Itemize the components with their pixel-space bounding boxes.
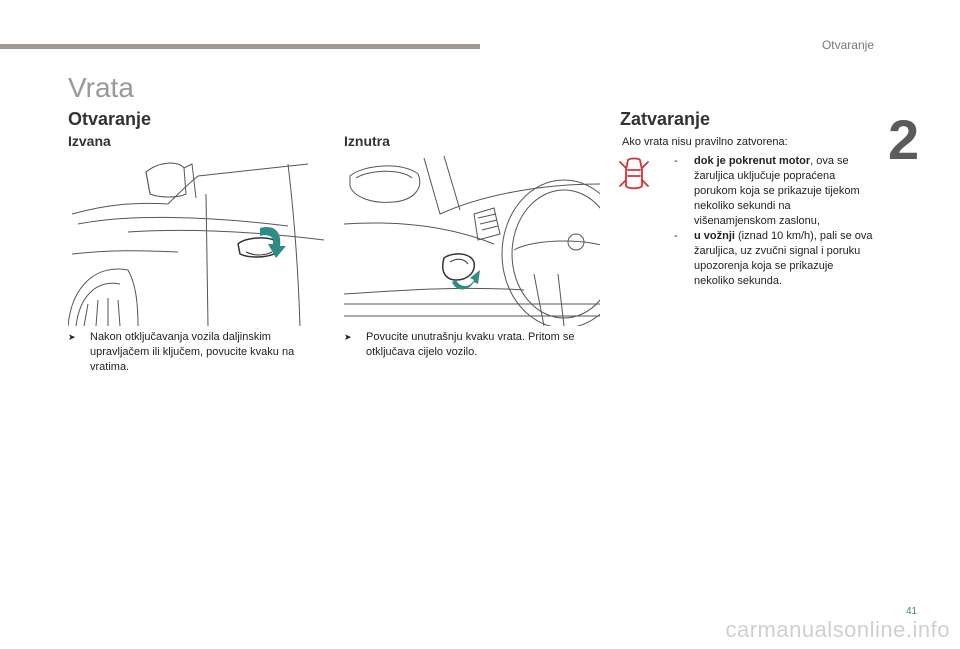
page-title: Vrata [68,72,134,103]
outside-heading: Izvana [68,133,111,149]
bullet-marker-icon: ➤ [344,332,352,342]
closing-heading: Zatvaranje [620,109,711,129]
closing-intro: Ako vrata nisu pravilno zatvorena: [622,136,788,148]
list-dash: - [674,155,678,167]
list-item-bold: u vožnji [694,230,735,242]
inside-bullet [344,330,602,360]
list-item [674,154,874,229]
page-number: 41 [906,606,918,617]
outside-bullet [68,330,326,375]
door-open-warning-icon [618,156,650,192]
list-item-text: (iznad 10 km/h), pali se ova žaruljica, uz zvučni signal i poruku upozorenja koja se prikazuje nekoliko sekunda. [694,230,873,287]
list-item [674,229,874,289]
watermark: carmanualsonline.info [725,617,950,642]
outside-door-illustration [68,154,324,326]
inside-door-illustration [344,154,600,326]
list-item-text: , ova se žaruljica uključuje popraćena porukom koja se prikazuje tijekom nekoliko sekundi na višenamjenskom zaslonu, [694,155,860,227]
list-dash: - [674,230,678,242]
chapter-number: 2 [888,108,920,171]
section-label: Otvaranje [821,38,874,52]
header-bar [0,44,480,49]
list-item-bold: dok je pokrenut motor [694,155,811,167]
outside-bullet-text: Nakon otključavanja vozila daljinskim upravljačem ili ključem, povucite kvaku na vratima. [90,331,295,373]
opening-heading: Otvaranje [68,109,152,129]
bullet-marker-icon: ➤ [68,332,76,342]
inside-bullet-text: Povucite unutrašnju kvaku vrata. Pritom se otključava cijelo vozilo. [366,331,575,358]
closing-list [674,154,874,289]
inside-heading: Iznutra [344,133,390,149]
